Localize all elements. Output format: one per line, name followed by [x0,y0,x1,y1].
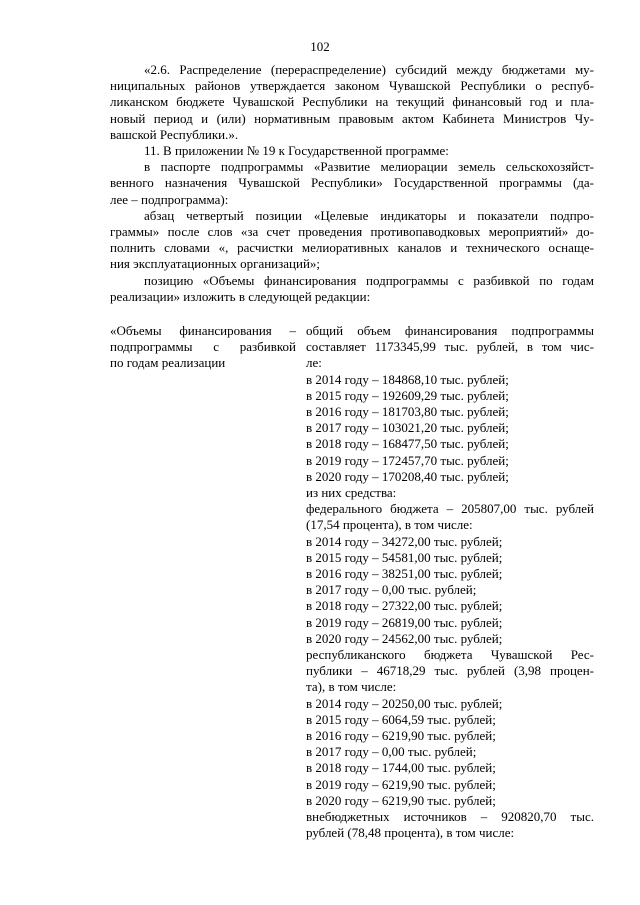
text-line: граммы» после слов «за счет проведения противопаводковых мероприятий» до- [110,224,594,240]
text-line: ниципальных районов утверждается законом Чувашской Республики о респуб- [110,78,594,94]
financing-label-cell [110,323,296,372]
value-line: в 2014 году – 184868,10 тыс. рублей; [306,371,509,387]
value-line: из них средства: [306,485,397,501]
value-line: в 2017 году – 0,00 тыс. рублей; [306,582,477,598]
value-line: республиканского бюджета Чувашской Рес- [306,647,594,663]
value-line: в 2015 году – 192609,29 тыс. рублей; [306,387,509,403]
value-line: в 2018 году – 1744,00 тыс. рублей; [306,760,496,776]
text-line: позицию «Объемы финансирования подпрограммы с разбивкой по годам [144,272,594,288]
value-line: в 2019 году – 172457,70 тыс. рублей; [306,452,509,468]
value-line: в 2016 году – 181703,80 тыс. рублей; [306,404,509,420]
value-line: федерального бюджета – 205807,00 тыс. рублей [306,501,594,517]
paragraph-subprogram-passport [110,159,594,208]
financing-value-cell [306,323,594,842]
value-line: в 2015 году – 54581,00 тыс. рублей; [306,549,503,565]
text-line: реализации» изложить в следующей редакции: [110,288,371,304]
value-line: в 2017 году – 103021,20 тыс. рублей; [306,420,509,436]
page-number: 102 [310,39,330,54]
value-line: ле: [306,355,322,371]
value-line: в 2019 году – 26819,00 тыс. рублей; [306,614,503,630]
text-line: ликанском бюджете Чувашской Республики на текущий финансовый год и пла- [110,94,594,110]
label-line: «Объемы финансирования – [110,323,296,338]
value-line: в 2020 году – 170208,40 тыс. рублей; [306,468,509,484]
value-line: в 2018 году – 168477,50 тыс. рублей; [306,436,509,452]
value-line: та), в том числе: [306,679,397,695]
value-line: (17,54 процента), в том числе: [306,517,473,533]
value-line: в 2020 году – 6219,90 тыс. рублей; [306,792,496,808]
value-line: в 2019 году – 6219,90 тыс. рублей; [306,776,496,792]
body-text [110,62,594,305]
value-line: в 2016 году – 38251,00 тыс. рублей; [306,566,503,582]
text-line: 11. В приложении № 19 к Государственной программе: [144,143,449,159]
text-line: ния эксплуатационных организаций»; [110,256,321,272]
value-line: в 2014 году – 20250,00 тыс. рублей; [306,695,503,711]
label-line: по годам реализации [110,355,226,371]
paragraph-appendix-19 [110,143,594,159]
value-line: в 2017 году – 0,00 тыс. рублей; [306,744,477,760]
value-line: общий объем финансирования подпрограммы [306,323,594,338]
paragraph-target-indicators [110,208,594,273]
text-line: лее – подпрограмма): [110,191,229,207]
value-line: в 2015 году – 6064,59 тыс. рублей; [306,711,496,727]
text-line: новый период и (или) нормативным правовым актом Кабинета Министров Чу- [110,110,594,126]
value-line: в 2016 году – 6219,90 тыс. рублей; [306,728,496,744]
value-line: в 2018 году – 27322,00 тыс. рублей; [306,598,503,614]
text-line: полнить словами «, расчистки мелиоративных каналов и технического оснаще- [110,240,594,256]
text-line: «2.6. Распределение (перераспределение) субсидий между бюджетами му- [144,62,594,77]
value-line: в 2014 году – 34272,00 тыс. рублей; [306,533,503,549]
value-line: составляет 1173345,99 тыс. рублей, в том чис- [306,339,594,355]
text-line: абзац четвертый позиции «Целевые индикаторы и показатели подпро- [144,207,594,223]
text-line: вашской Республики.». [110,126,239,142]
label-line: подпрограммы с разбивкой [110,339,296,355]
value-line: в 2020 году – 24562,00 тыс. рублей; [306,630,503,646]
text-line: в паспорте подпрограммы «Развитие мелиорации земель сельскохозяйст- [144,159,594,175]
text-line: венного назначения Чувашской Республики» Государственной программы (да- [110,175,594,191]
paragraph-financing-position [110,273,594,305]
paragraph-subsidy-distribution [110,62,594,143]
value-line: рублей (78,48 процента), в том числе: [306,825,515,841]
value-line: публики – 46718,29 тыс. рублей (3,98 процен- [306,663,594,679]
value-line: внебюджетных источников – 920820,70 тыс. [306,809,594,825]
